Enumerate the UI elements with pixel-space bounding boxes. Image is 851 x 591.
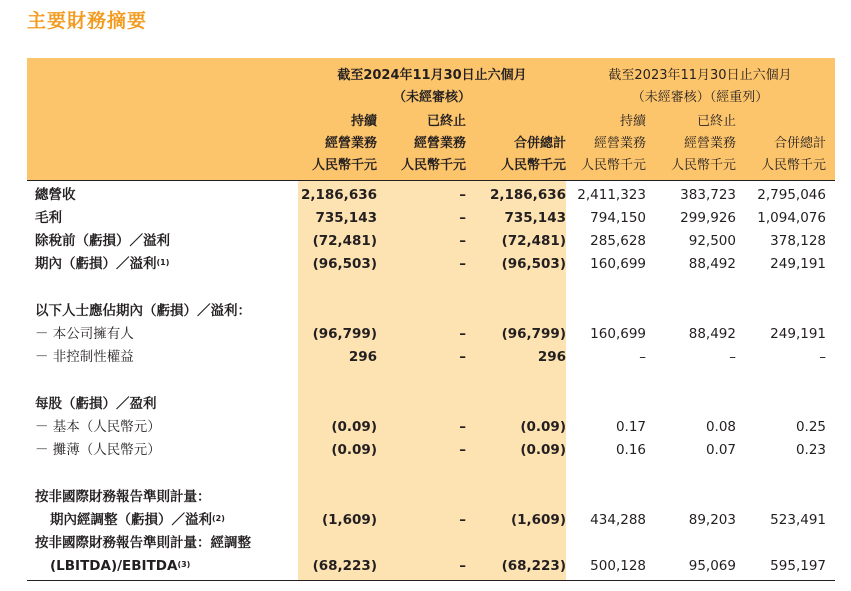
table-cell: 1,094,076 [757, 210, 826, 226]
table-cell: 89,203 [688, 512, 736, 528]
table-cell: (96,799) [501, 326, 566, 342]
header-2024-discontinued-l2: 經營業務 [413, 136, 466, 151]
row-label: 每股（虧損）／盈利 [35, 396, 157, 412]
header-2023-unit-3: 人民幣千元 [760, 158, 826, 173]
header-2023-discontinued-l1: 已終止 [696, 114, 736, 129]
row-label: － 非控制性權益 [35, 349, 134, 365]
table-cell: 2,411,323 [577, 187, 646, 203]
table-cell: – [459, 419, 466, 435]
table-cell: – [459, 326, 466, 342]
table-cell: (72,481) [501, 233, 566, 249]
table-cell: 299,926 [680, 210, 736, 226]
header-2024-discontinued-l1: 已終止 [426, 114, 466, 129]
table-cell: – [459, 210, 466, 226]
header-2023-unit-2: 人民幣千元 [670, 158, 736, 173]
table-cell: 383,723 [680, 187, 736, 203]
header-2024-continuing-l2: 經營業務 [324, 136, 377, 151]
table-cell: – [459, 349, 466, 365]
table-cell: 735,143 [504, 210, 566, 226]
table-cell: 0.08 [705, 419, 736, 435]
header-2023-total: 合併總計 [773, 136, 826, 151]
table-cell: (0.09) [331, 442, 377, 458]
footnote-marker: (3) [177, 560, 191, 569]
footnote-marker: (1) [156, 258, 170, 267]
table-cell: 0.16 [615, 442, 646, 458]
header-2023-unit-1: 人民幣千元 [580, 158, 646, 173]
row-label: 期內經調整（虧損）／溢利$^{(2)}$ [50, 512, 225, 528]
header-2024-audit: （未經審核） [392, 90, 471, 105]
row-label: 按非國際財務報告準則計量：經調整 [35, 535, 251, 551]
table-cell: (0.09) [331, 419, 377, 435]
table-cell: 249,191 [770, 256, 826, 272]
table-cell: 88,492 [688, 326, 736, 342]
header-2023-discontinued-l2: 經營業務 [683, 136, 736, 151]
table-cell: 2,795,046 [757, 187, 826, 203]
row-label: － 本公司擁有人 [35, 326, 134, 342]
table-cell: 0.25 [795, 419, 826, 435]
header-2024-unit-1: 人民幣千元 [311, 158, 377, 173]
table-cell: 2,186,636 [489, 187, 566, 203]
table-cell: (68,223) [501, 558, 566, 574]
table-cell: 794,150 [590, 210, 646, 226]
table-cell: 160,699 [590, 326, 646, 342]
table-cell: 296 [348, 349, 377, 365]
table-cell: – [459, 512, 466, 528]
table-cell: – [459, 233, 466, 249]
table-cell: – [459, 442, 466, 458]
table-cell: 0.23 [795, 442, 826, 458]
header-2024-unit-2: 人民幣千元 [400, 158, 466, 173]
row-label: 按非國際財務報告準則計量： [35, 489, 211, 505]
row-label: 總營收 [35, 187, 76, 203]
table-cell: (1,609) [510, 512, 566, 528]
table-cell: – [459, 558, 466, 574]
table-cell: 0.07 [705, 442, 736, 458]
table-cell: 285,628 [590, 233, 646, 249]
table-cell: 0.17 [615, 419, 646, 435]
table-cell: 95,069 [688, 558, 736, 574]
table-cell: 434,288 [590, 512, 646, 528]
table-cell: 500,128 [590, 558, 646, 574]
table-cell: – [639, 349, 646, 365]
table-cell: 595,197 [770, 558, 826, 574]
table-cell: (0.09) [520, 442, 566, 458]
table-cell: (96,503) [501, 256, 566, 272]
header-2023-continuing-l1: 持續 [619, 114, 646, 129]
header-2024-continuing-l1: 持續 [350, 114, 377, 129]
row-label: (LBITDA)/EBITDA$^{(3)}$ [50, 558, 191, 574]
table-cell: 92,500 [688, 233, 736, 249]
table-cell: 378,128 [770, 233, 826, 249]
row-label: － 基本（人民幣元） [35, 419, 161, 435]
header-2023-continuing-l2: 經營業務 [593, 136, 646, 151]
page-title: 主要財務摘要 [27, 10, 148, 32]
footnote-marker: (2) [212, 514, 225, 523]
table-cell: 735,143 [315, 210, 377, 226]
table-cell: 2,186,636 [300, 187, 377, 203]
table-cell: 88,492 [688, 256, 736, 272]
table-cell: (96,503) [312, 256, 377, 272]
table-cell: 523,491 [770, 512, 826, 528]
table-cell: – [729, 349, 736, 365]
table-cell: (68,223) [312, 558, 377, 574]
table-cell: (0.09) [520, 419, 566, 435]
header-2024-period: 截至2024年11月30日止六個月 [337, 68, 527, 83]
table-cell: 249,191 [770, 326, 826, 342]
table-cell: – [819, 349, 826, 365]
header-divider [27, 180, 835, 181]
header-2023-audit: （未經審核）（經重列） [631, 90, 769, 105]
table-bottom-rule [27, 580, 835, 581]
row-label: 除稅前（虧損）／溢利 [35, 233, 170, 249]
table-cell: – [459, 256, 466, 272]
header-2024-total: 合併總計 [513, 136, 566, 151]
header-2023-period: 截至2023年11月30日止六個月 [608, 68, 792, 83]
row-label: 毛利 [35, 210, 62, 226]
table-cell: 160,699 [590, 256, 646, 272]
row-label: 以下人士應佔期內（虧損）／溢利： [35, 303, 251, 319]
row-label: 期內（虧損）／溢利$^{(1)}$ [35, 256, 170, 272]
table-cell: (1,609) [321, 512, 377, 528]
header-2024-unit-3: 人民幣千元 [500, 158, 566, 173]
row-label: － 攤薄（人民幣元） [35, 442, 161, 458]
table-cell: – [459, 187, 466, 203]
table-cell: (72,481) [312, 233, 377, 249]
table-cell: 296 [537, 349, 566, 365]
table-cell: (96,799) [312, 326, 377, 342]
